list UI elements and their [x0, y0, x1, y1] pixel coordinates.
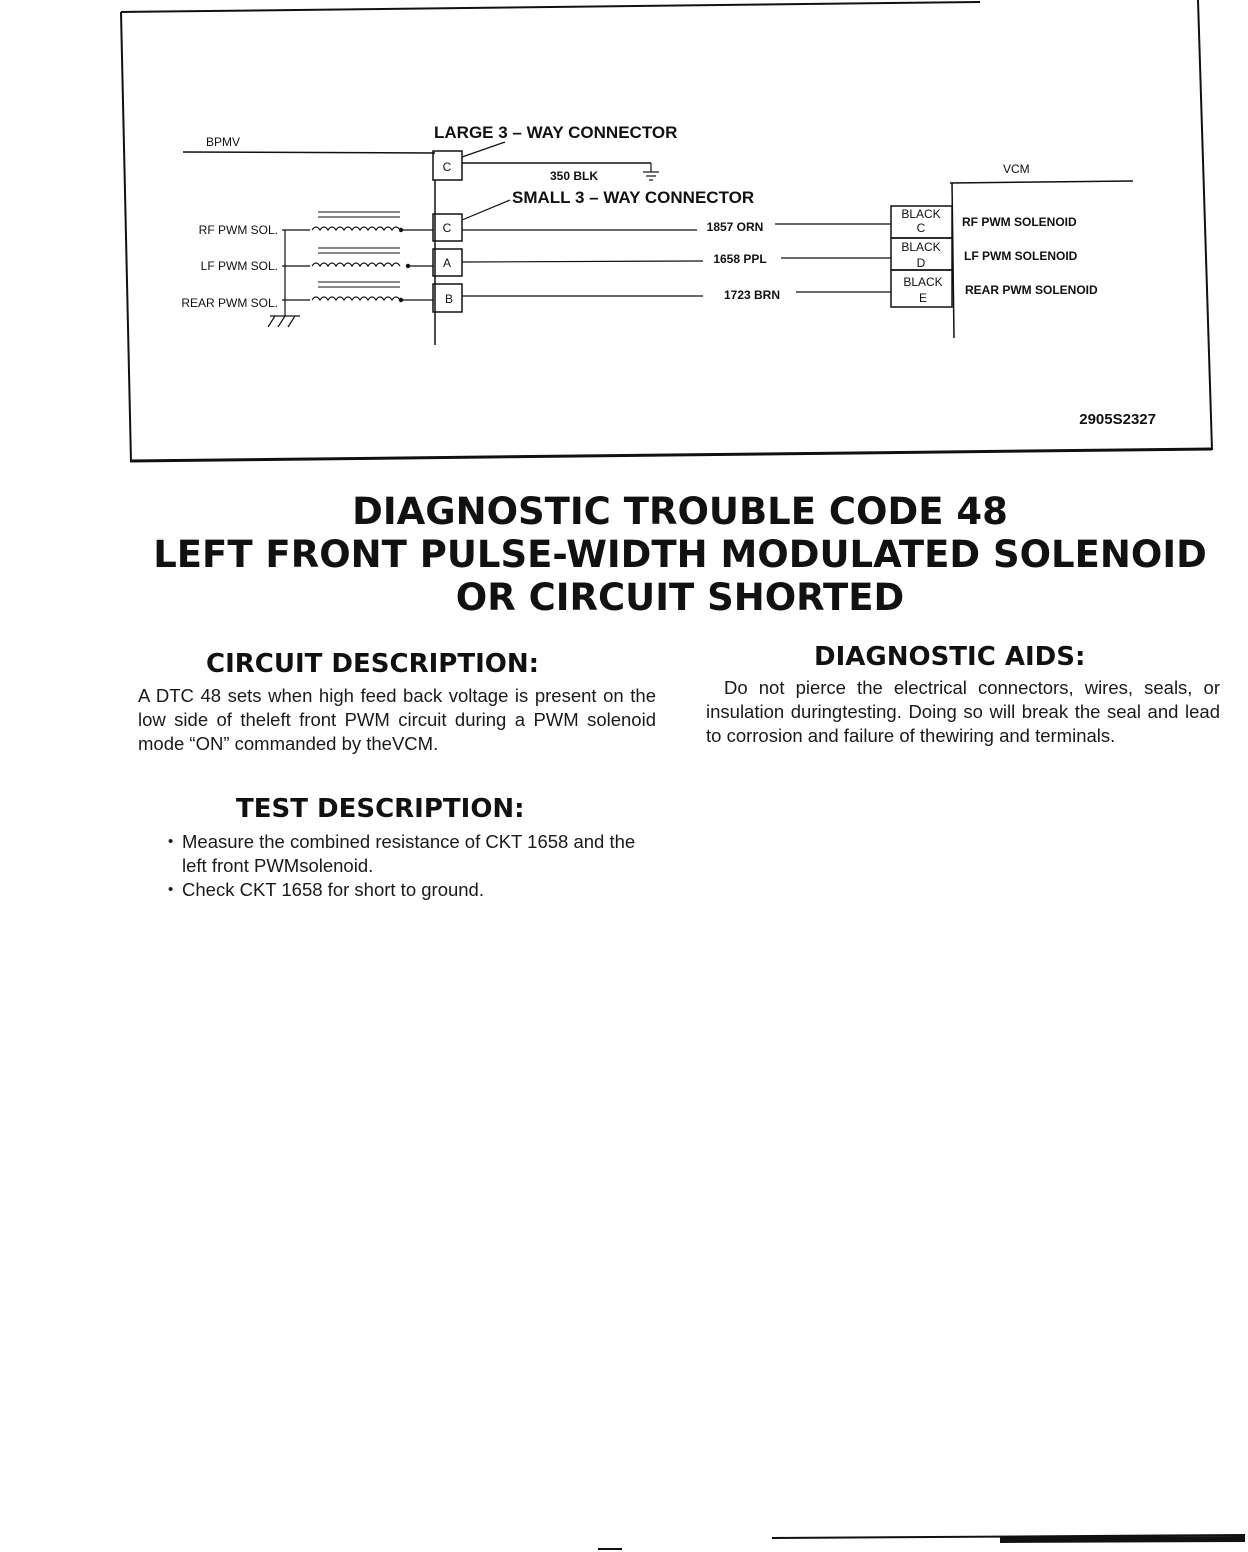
vcm-terminal-pin: E	[918, 291, 928, 305]
solenoid-label: RF PWM SOL.	[198, 223, 278, 237]
vcm-terminal-pin: C	[916, 221, 926, 235]
connector-pin: B	[444, 292, 454, 306]
solenoid-coil	[312, 263, 400, 266]
title-line-3: OR CIRCUIT SHORTED	[455, 576, 905, 619]
connector-pin: C	[442, 221, 452, 235]
title-line-1: DIAGNOSTIC TROUBLE CODE 48	[352, 490, 1008, 533]
diagnostic-aids-text: Do not pierce the electrical connectors, wires, seals, or insulation duringtesting. Doing so will break the seal and lead to corrosion and failure of thewiring and terminals.	[706, 677, 1220, 746]
ground-symbol	[643, 163, 659, 180]
small-connector-label: SMALL 3 – WAY CONNECTOR	[512, 188, 755, 207]
vcm-header-line	[950, 181, 1133, 183]
large-connector-pin: C	[442, 160, 452, 174]
bpmv-line	[183, 152, 435, 153]
solenoid-label: LF PWM SOL.	[200, 259, 278, 273]
solenoid-label: REAR PWM SOL.	[181, 296, 278, 310]
vcm-circuit-label: RF PWM SOLENOID	[962, 215, 1077, 229]
frame-top-edge	[121, 2, 980, 12]
small-connector-leader	[462, 200, 510, 220]
bpmv-label: BPMV	[206, 135, 241, 149]
test-description-item: • Measure the combined resistance of CKT 1658 and the left front PWMsolenoid.	[166, 830, 660, 878]
vcm-terminal-color: BLACK	[903, 275, 943, 289]
wire-label: 1723 BRN	[723, 288, 781, 302]
frame-bottom-edge	[130, 449, 1212, 461]
ground-wire-label: 350 BLK	[550, 169, 599, 183]
circuit-description-heading: CIRCUIT DESCRIPTION:	[206, 649, 539, 679]
page-bottom-rules	[0, 1520, 1248, 1552]
vcm-terminal-pin: D	[916, 256, 926, 270]
vcm-circuit-label: LF PWM SOLENOID	[964, 249, 1078, 263]
large-connector-label: LARGE 3 – WAY CONNECTOR	[434, 123, 678, 142]
solenoid-row	[199, 206, 1077, 241]
wiring-diagram	[0, 0, 1248, 480]
vcm-circuit-label: REAR PWM SOLENOID	[965, 283, 1098, 297]
solenoid-row	[181, 270, 1098, 312]
frame-left-edge	[121, 12, 131, 462]
vcm-terminal-color: BLACK	[901, 240, 941, 254]
wire-label: 1658 PPL	[713, 252, 767, 266]
frame-right-edge	[1198, 0, 1212, 450]
test-description-list	[166, 830, 660, 902]
page-title	[150, 490, 1210, 619]
test-description-heading: TEST DESCRIPTION:	[236, 794, 525, 824]
solenoid-coil	[312, 297, 400, 300]
vcm-terminal-color: BLACK	[901, 207, 941, 221]
figure-id: 2905S2327	[1079, 411, 1156, 428]
diagnostic-aids-heading: DIAGNOSTIC AIDS:	[814, 642, 1086, 672]
circuit-description-text: A DTC 48 sets when high feed back voltage is present on the low side of theleft front PWM circuit during a PWM solenoid mode “ON” commanded by theVCM.	[138, 685, 656, 754]
solenoid-coil	[312, 227, 400, 230]
vcm-label: VCM	[1003, 162, 1030, 176]
title-line-2: LEFT FRONT PULSE-WIDTH MODULATED SOLENOID	[153, 533, 1207, 576]
connector-pin: A	[442, 256, 452, 270]
wire-label: 1857 ORN	[706, 220, 764, 234]
test-description-item: • Check CKT 1658 for short to ground.	[166, 878, 660, 902]
large-connector-leader	[462, 142, 505, 157]
